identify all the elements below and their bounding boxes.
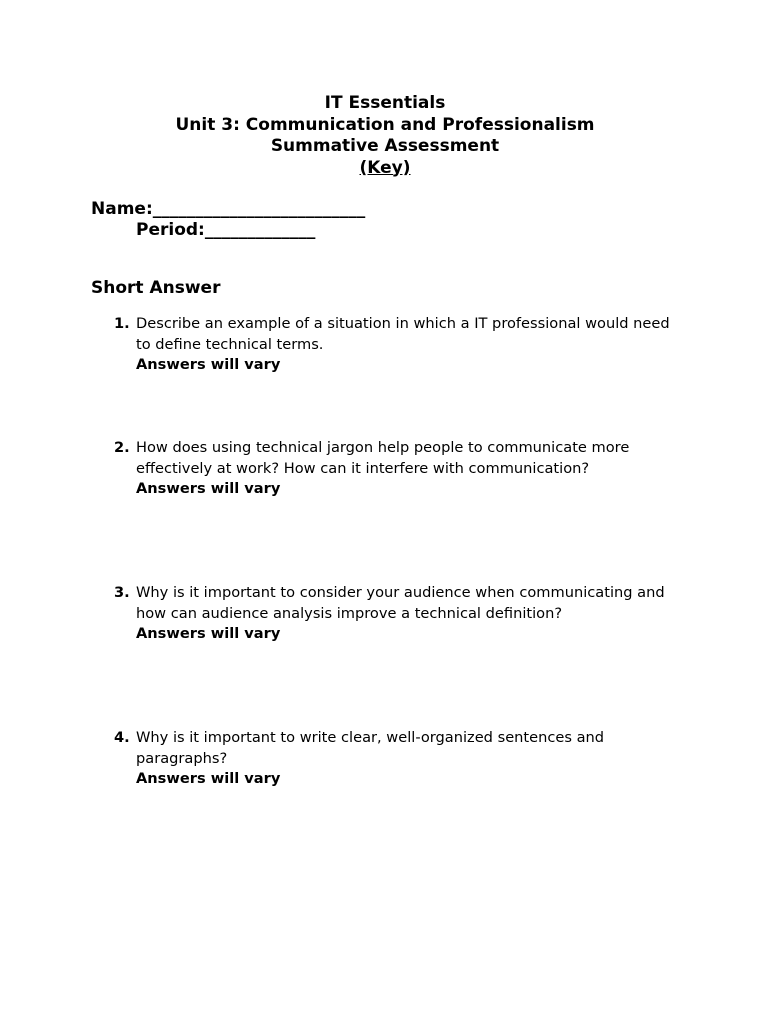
- question-text: How does using technical jargon help people to communicate more effectively at work? How can it interfere with communication?: [136, 439, 630, 477]
- name-label: Name:: [91, 199, 153, 219]
- question-answer: Answers will vary: [136, 480, 281, 498]
- document-title-block: [0, 93, 770, 179]
- question-text: Why is it important to consider your audience when communicating and how can audience analysis improve a technical definition?: [136, 584, 665, 622]
- question-answer: Answers will vary: [136, 356, 281, 374]
- question-item: [114, 583, 674, 645]
- question-item: [114, 728, 674, 790]
- question-number: 1.: [114, 315, 130, 332]
- assessment-title: Summative Assessment: [270, 136, 500, 156]
- section-heading: Short Answer: [91, 278, 221, 298]
- name-field: [91, 199, 365, 220]
- question-answer: Answers will vary: [136, 770, 281, 788]
- unit-title: Unit 3: Communication and Professionalism: [175, 114, 595, 135]
- period-blank: _____________: [204, 220, 316, 240]
- period-field: [136, 220, 315, 241]
- question-answer: Answers will vary: [136, 625, 281, 643]
- period-label: Period:: [136, 220, 205, 240]
- question-number: 2.: [114, 439, 130, 456]
- question-number: 4.: [114, 729, 130, 746]
- question-item: [114, 438, 674, 500]
- question-item: [114, 314, 674, 376]
- name-blank: _________________________: [152, 199, 366, 219]
- key-label: (Key): [359, 157, 411, 178]
- course-title: IT Essentials: [324, 93, 446, 113]
- question-text: Why is it important to write clear, well-organized sentences and paragraphs?: [136, 729, 605, 767]
- question-text: Describe an example of a situation in which a IT professional would need to define technical terms.: [136, 315, 670, 353]
- question-number: 3.: [114, 584, 130, 601]
